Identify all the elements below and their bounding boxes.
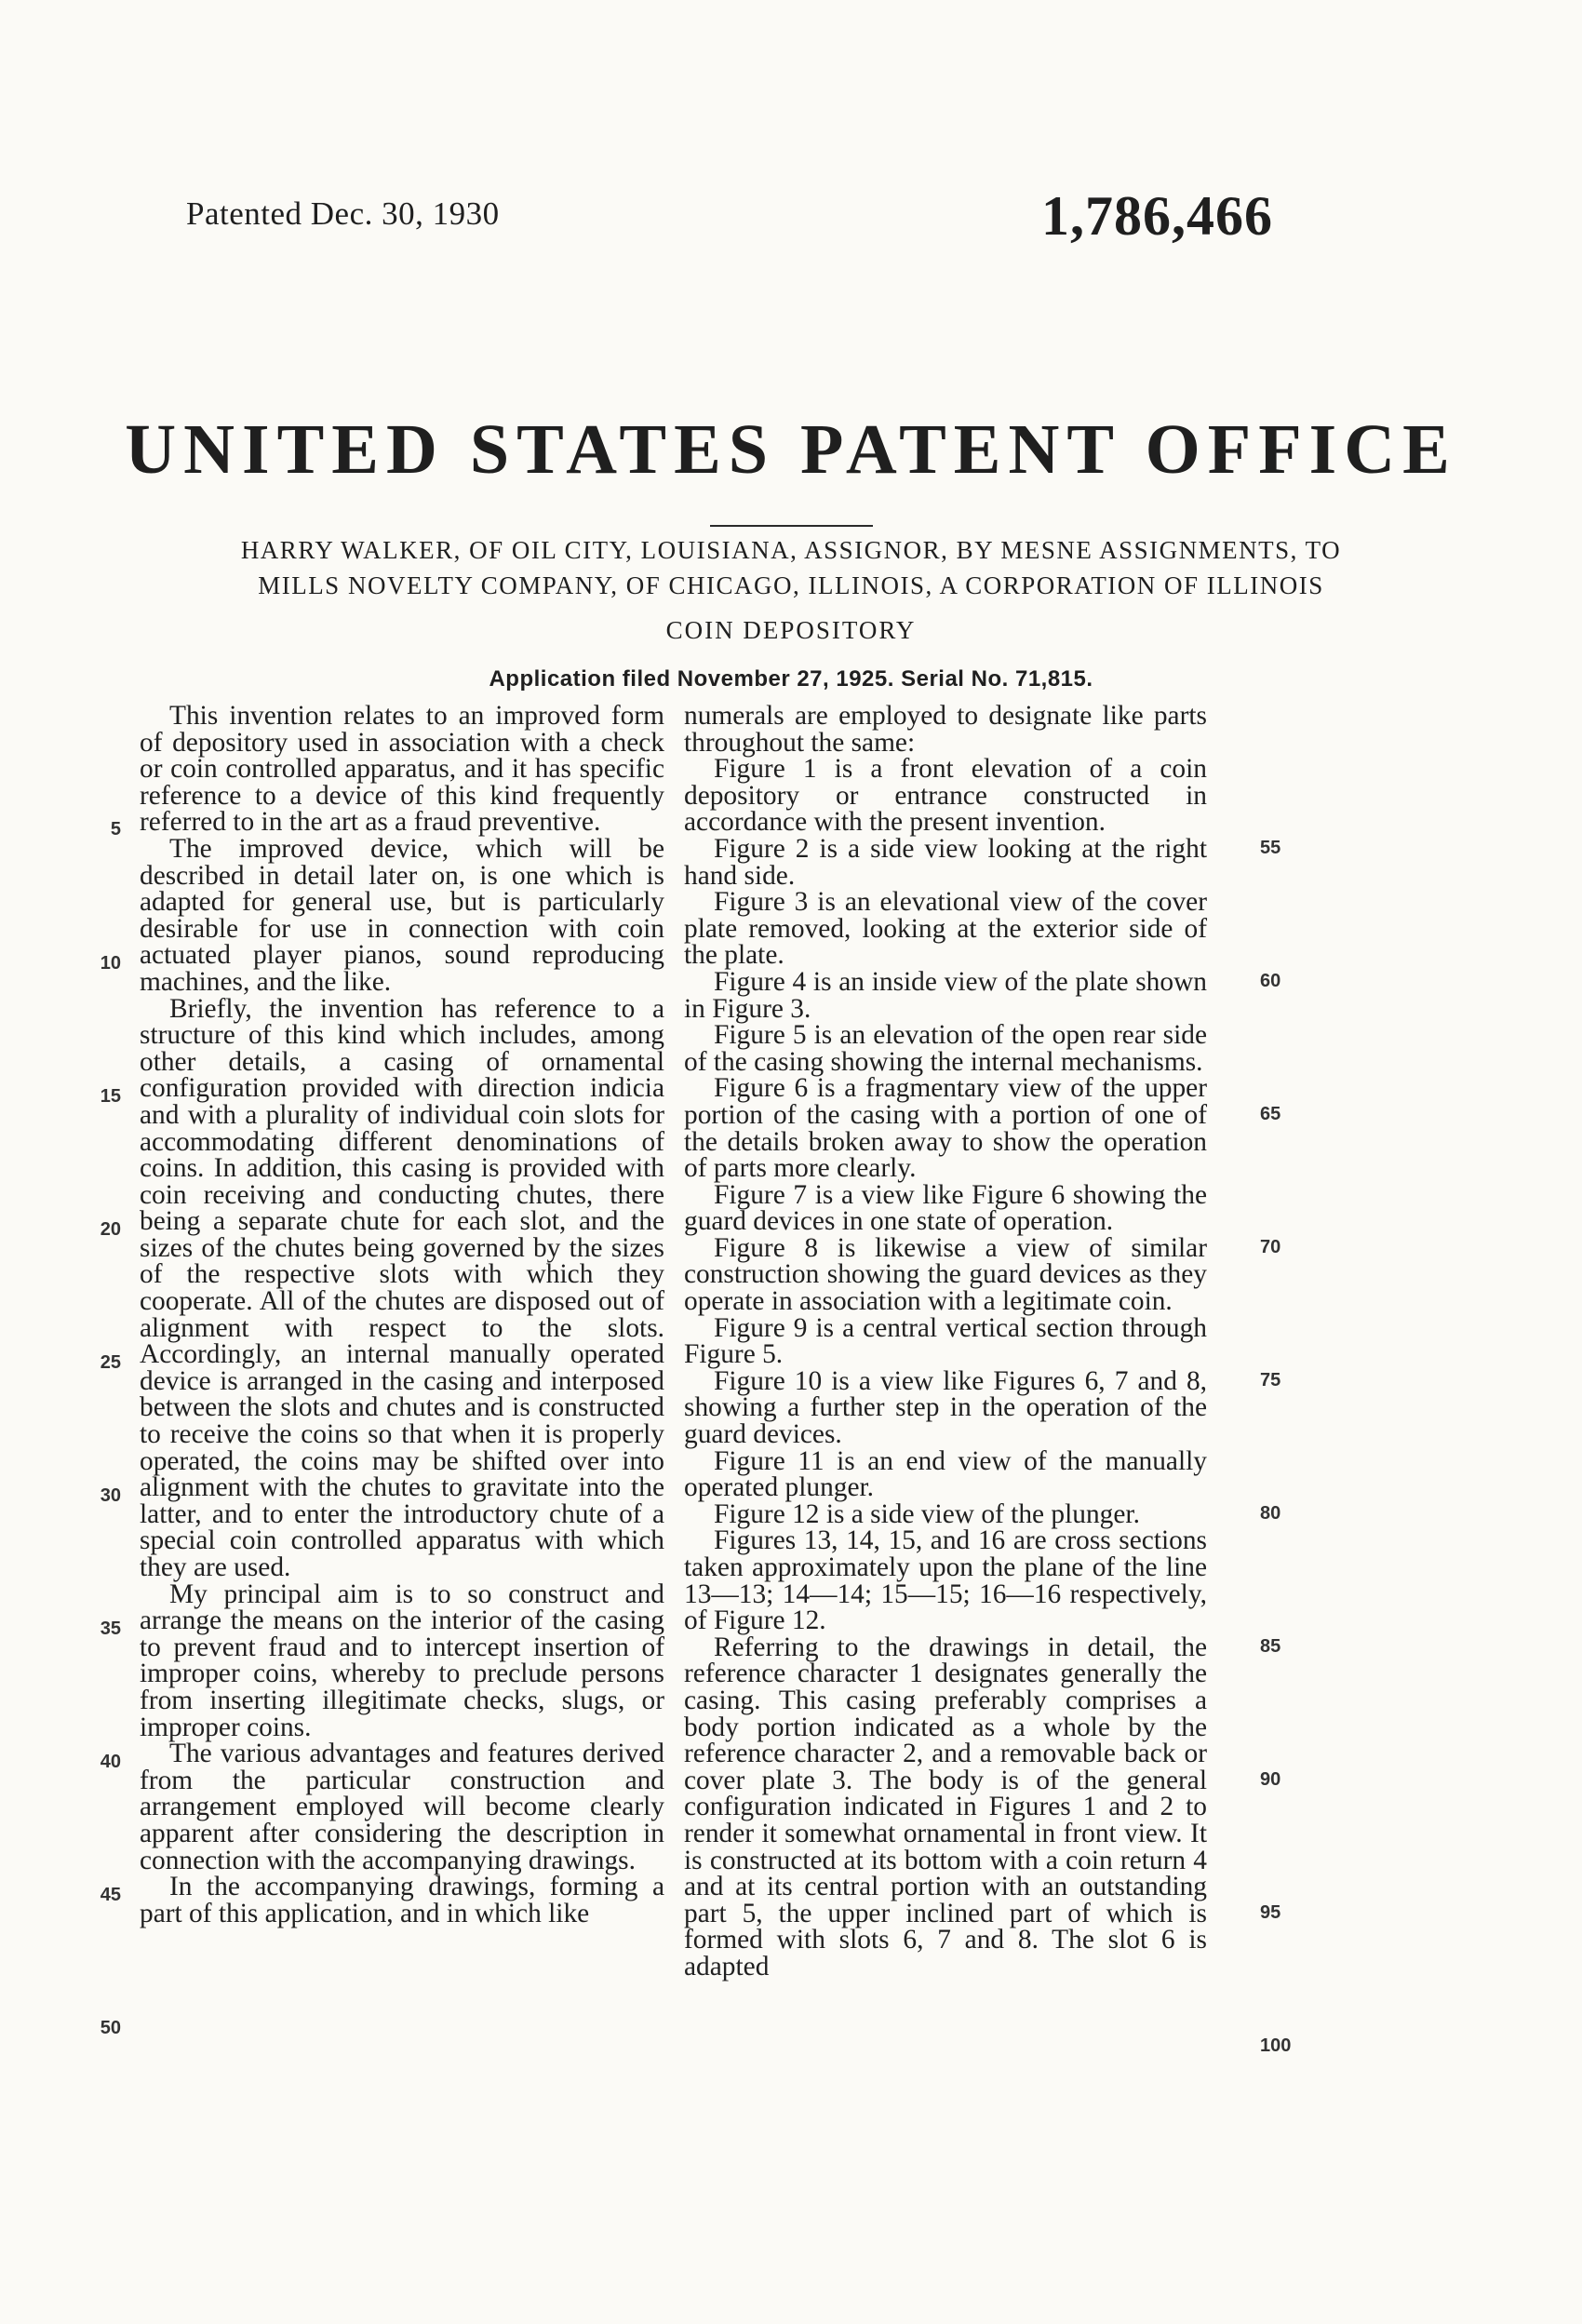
- paragraph: Figure 9 is a central vertical section through Figure 5.: [684, 1312, 1207, 1370]
- paragraph: In the accompanying drawings, forming a part of this application, and in which like: [140, 1872, 664, 1928]
- line-number: 100: [1260, 2035, 1292, 2056]
- left-column: [140, 703, 664, 1927]
- line-number: 55: [1260, 838, 1281, 858]
- line-number: 30: [100, 1485, 121, 1506]
- paragraph: Figure 6 is a fragmentary view of the upper portion of the casing with a portion of one of the details broken away to show the operation of parts more clearly.: [684, 1073, 1207, 1184]
- paragraph: Figure 3 is an elevational view of the cover plate removed, looking at the exterior side of the plate.: [684, 887, 1207, 971]
- paragraph: Figure 12 is a side view of the plunger.: [714, 1498, 1140, 1529]
- line-number: 85: [1260, 1636, 1281, 1657]
- paragraph: My principal aim is to so construct and arrange the means on the interior of the casing to prevent fraud and to intercept insertion of improper coins, whereby to preclude persons from inserting illegitimate checks, slugs, or improper coins.: [140, 1578, 664, 1742]
- line-number: 60: [1260, 971, 1281, 991]
- paragraph: Briefly, the invention has reference to a structure of this kind which includes, among other details, a casing of ornamental configuration provided with direction indicia and with a plurality of individual coin slots for accommodating different denominations of coins. In addition, this casing is provided with coin receiving and conducting chutes, there being a separate chute for each slot, and the sizes of the chutes being governed by the sizes of the respective slots with which they cooperate. All of the chutes are disposed out of alignment with respect to the slots. Accordingly, an internal manually operated device is arranged in the casing and interposed between the slots and chutes and is constructed to receive the coins so that when it is properly operated, the coins may be shifted over into alignment with the chutes to gravitate into the latter, and to enter the introductory chute of a special coin controlled apparatus with which they are used.: [140, 993, 664, 1582]
- paragraph: The various advantages and features derived from the particular construction and arrangement employed will become clearly apparent after considering the description in connection with the accompanying drawings.: [140, 1739, 664, 1875]
- office-heading: UNITED STATES PATENT OFFICE: [125, 410, 1457, 489]
- line-number: 10: [100, 953, 121, 974]
- line-number: 70: [1260, 1237, 1281, 1257]
- paragraph: Figure 7 is a view like Figure 6 showing the guard devices in one state of operation.: [684, 1179, 1207, 1237]
- patent-number: 1,786,466: [1041, 185, 1273, 247]
- line-number: 15: [100, 1086, 121, 1107]
- line-number: 20: [100, 1219, 121, 1240]
- line-number: 90: [1260, 1769, 1281, 1790]
- paragraph: Figure 8 is likewise a view of similar construction showing the guard devices as they operate in association with a legitimate coin.: [684, 1232, 1207, 1317]
- paragraph: Figure 11 is an end view of the manually operated plunger.: [684, 1445, 1207, 1503]
- paragraph: The improved device, which will be described in detail later on, is one which is adapted for general use, but is particularly desirable for use in connection with coin actuated player pianos, sound reproducing machines, and the like.: [140, 833, 664, 997]
- assignment-line-2: MILLS NOVELTY COMPANY, OF CHICAGO, ILLINOIS, A CORPORATION OF ILLINOIS: [258, 571, 1324, 599]
- paragraph: Figure 5 is an elevation of the open rear side of the casing showing the internal mechanisms.: [684, 1020, 1207, 1077]
- line-number: 45: [100, 1885, 121, 1905]
- assignment-line-1: HARRY WALKER, OF OIL CITY, LOUISIANA, ASSIGNOR, BY MESNE ASSIGNMENTS, TO: [240, 536, 1342, 564]
- line-number: 40: [100, 1752, 121, 1772]
- paragraph: Figures 13, 14, 15, and 16 are cross sections taken approximately upon the plane of the line 13—13; 14—14; 15—15; 16—16 respectively, of Figure 12.: [684, 1525, 1207, 1636]
- paragraph: Figure 10 is a view like Figures 6, 7 and 8, showing a further step in the operation of the guard devices.: [684, 1365, 1207, 1450]
- line-number: 65: [1260, 1104, 1281, 1124]
- invention-title: COIN DEPOSITORY: [665, 616, 917, 644]
- line-number: 80: [1260, 1503, 1281, 1524]
- divider-rule: [710, 525, 873, 527]
- line-number: 25: [100, 1352, 121, 1373]
- paragraph: Figure 2 is a side view looking at the right hand side.: [684, 833, 1207, 891]
- patent-date: Patented Dec. 30, 1930: [186, 195, 500, 232]
- line-number: 75: [1260, 1370, 1281, 1390]
- paragraph: Figure 4 is an inside view of the plate shown in Figure 3.: [684, 966, 1207, 1024]
- line-number: 50: [100, 2018, 121, 2038]
- right-column: [684, 703, 1207, 1981]
- application-filed: Application filed November 27, 1925. Serial No. 71,815.: [489, 666, 1093, 692]
- line-number: 35: [100, 1619, 121, 1639]
- line-number: 5: [110, 819, 121, 840]
- paragraph: Figure 1 is a front elevation of a coin depository or entrance constructed in accordance with the present invention.: [684, 754, 1207, 838]
- paragraph: numerals are employed to designate like parts throughout the same:: [684, 701, 1207, 758]
- paragraph: Referring to the drawings in detail, the reference character 1 designates generally the casing. This casing preferably comprises a body portion indicated as a whole by the reference character 2, and a removable back or cover plate 3. The body is of the general configuration indicated in Figures 1 and 2 to render it somewhat ornamental in front view. It is constructed at its bottom with a coin return 4 and at its central portion with an outstanding part 5, the upper inclined part of which is formed with slots 6, 7 and 8. The slot 6 is adapted: [684, 1632, 1207, 1981]
- paragraph: This invention relates to an improved form of depository used in association with a check or coin controlled apparatus, and it has specific reference to a device of this kind frequently referred to in the art as a fraud preventive.: [140, 701, 664, 838]
- assignment-block: [0, 532, 1582, 603]
- line-number: 95: [1260, 1902, 1281, 1923]
